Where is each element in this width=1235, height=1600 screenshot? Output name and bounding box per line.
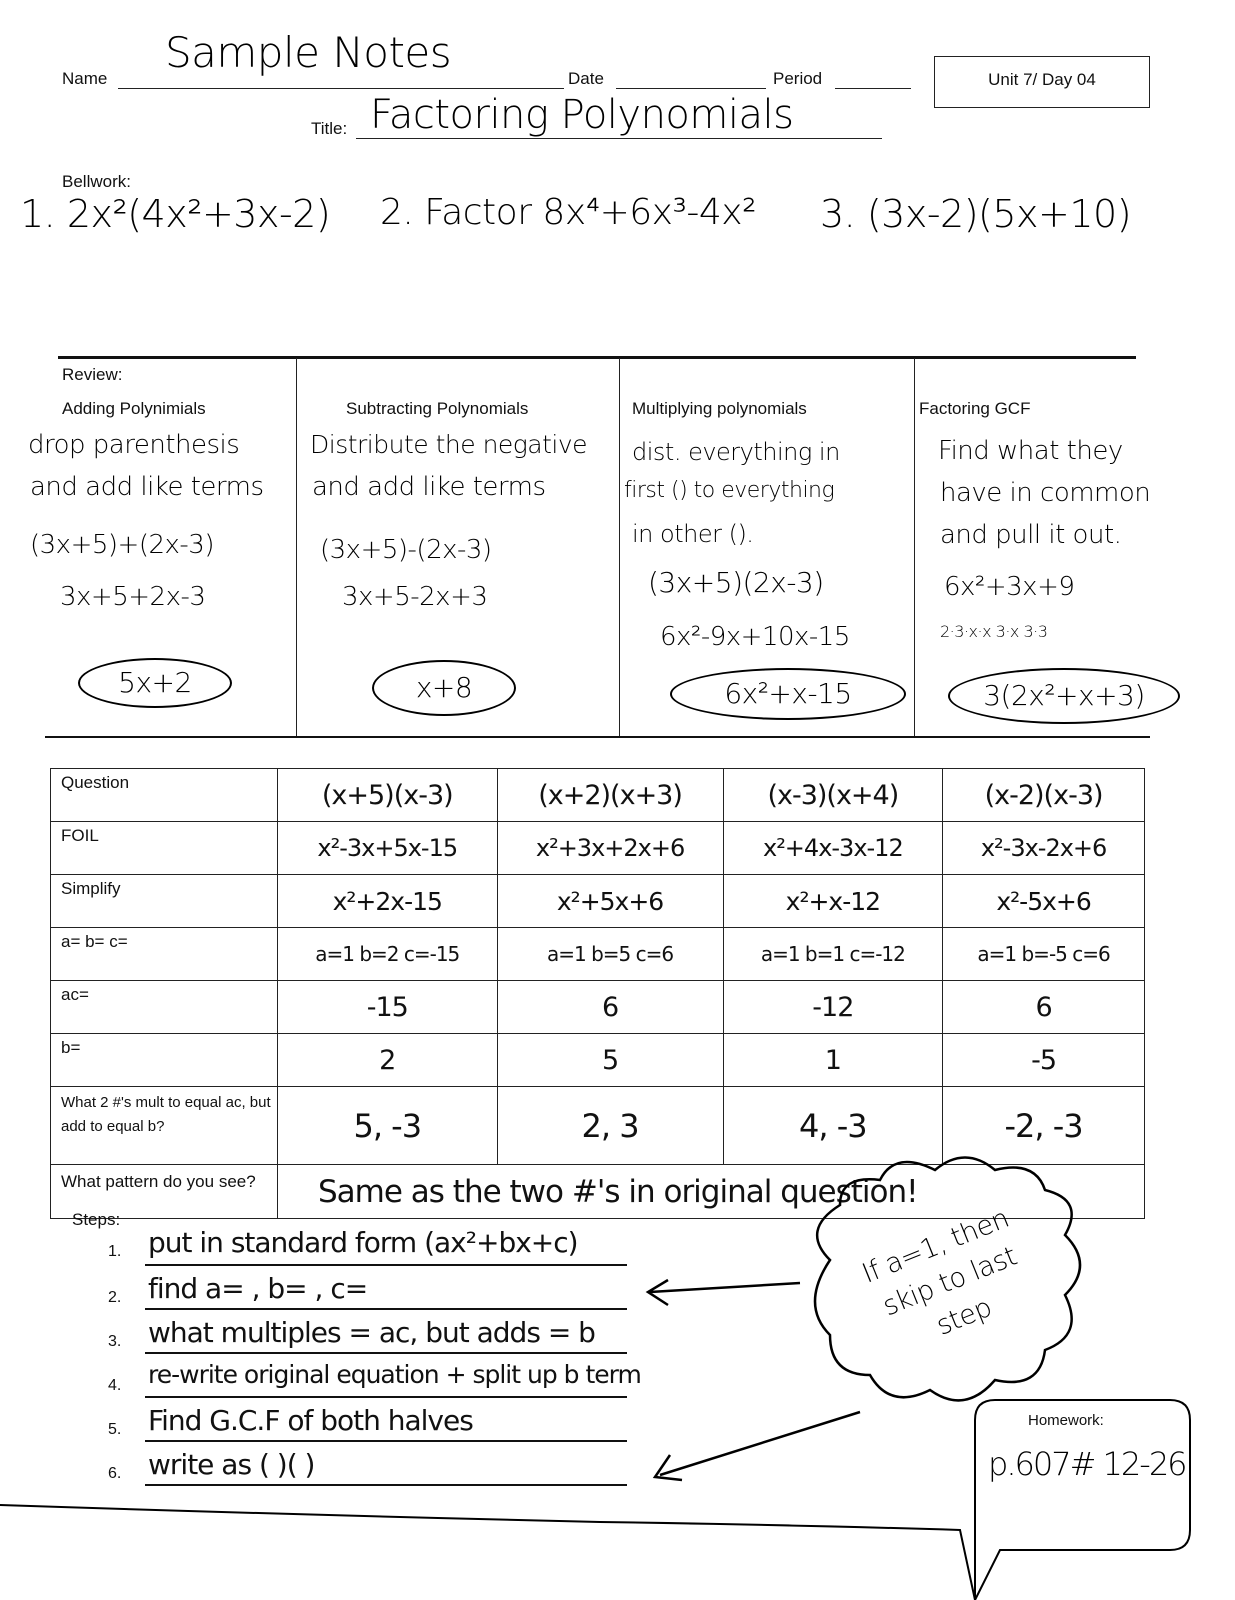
- steps-label: Steps:: [72, 1210, 121, 1229]
- cell: 2: [278, 1034, 498, 1087]
- row-label: What 2 #'s mult to equal ac, but add to equal b?: [51, 1087, 278, 1165]
- cell: -15: [278, 981, 498, 1034]
- cell: x²+2x-15: [278, 875, 498, 928]
- cell: x²-3x+5x-15: [278, 822, 498, 875]
- bellwork-item-2: 2. Factor 8x⁴+6x³-4x²: [380, 192, 757, 233]
- cell: x²+3x+2x+6: [497, 822, 723, 875]
- cell: x²+x-12: [723, 875, 943, 928]
- cell: 5: [497, 1034, 723, 1087]
- name-label: Name: [62, 69, 108, 88]
- step-number: 6.: [108, 1465, 122, 1482]
- review-rule: in other ().: [632, 520, 754, 548]
- bellwork-label: Bellwork:: [62, 172, 131, 191]
- cell: 6: [497, 981, 723, 1034]
- step-text: find a= , b= , c=: [148, 1272, 368, 1305]
- review-answer: 5x+2: [78, 658, 232, 708]
- cell: -2, -3: [943, 1087, 1145, 1165]
- review-rule: drop parenthesis: [28, 430, 240, 460]
- pattern-answer: Same as the two #'s in original question!: [278, 1165, 1145, 1219]
- homework-bubble: [975, 1400, 1190, 1600]
- review-rule: Distribute the negative: [310, 430, 588, 459]
- homework-value: p.607# 12-26: [988, 1445, 1186, 1483]
- review-rule: have in common: [940, 478, 1151, 508]
- review-rule: dist. everything in: [632, 438, 840, 466]
- cell: x²+5x+6: [497, 875, 723, 928]
- row-label: b=: [51, 1034, 278, 1087]
- bellwork-item-3: 3. (3x-2)(5x+10): [820, 192, 1132, 236]
- cell: (x-3)(x+4): [723, 769, 943, 822]
- row-label: Simplify: [51, 875, 278, 928]
- step-number: 1.: [108, 1243, 122, 1260]
- title-label: Title:: [311, 119, 348, 138]
- review-expression: (3x+5)(2x-3): [648, 566, 824, 599]
- cell: a=1 b=2 c=-15: [278, 928, 498, 981]
- cell: (x-2)(x-3): [943, 769, 1145, 822]
- review-answer: 6x²+x-15: [670, 668, 906, 720]
- review-expanded: 3x+5-2x+3: [342, 582, 488, 612]
- step-text: Find G.C.F of both halves: [148, 1404, 473, 1437]
- review-expression: (3x+5)+(2x-3): [30, 530, 214, 560]
- review-heading-adding: Adding Polynimials: [62, 399, 206, 418]
- step-number: 3.: [108, 1333, 122, 1350]
- review-label: Review:: [62, 365, 123, 384]
- step-text: what multiples = ac, but adds = b: [148, 1316, 595, 1349]
- name-value: Sample Notes: [165, 28, 452, 77]
- cell: a=1 b=5 c=6: [497, 928, 723, 981]
- review-heading-multiplying: Multiplying polynomials: [632, 399, 807, 418]
- review-rule: Find what they: [938, 436, 1123, 466]
- cell: 6: [943, 981, 1145, 1034]
- step-number: 5.: [108, 1421, 122, 1438]
- homework-label: Homework:: [1028, 1412, 1104, 1429]
- cell: 5, -3: [278, 1087, 498, 1165]
- review-expanded: 3x+5+2x-3: [60, 582, 206, 612]
- step-text: re-write original equation + split up b term: [148, 1360, 641, 1389]
- review-answer: x+8: [372, 660, 516, 716]
- cell: x²+4x-3x-12: [723, 822, 943, 875]
- review-rule: and pull it out.: [940, 520, 1122, 550]
- step-number: 2.: [108, 1289, 122, 1306]
- bellwork-item-1: 1. 2x²(4x²+3x-2): [20, 192, 331, 236]
- cell: 4, -3: [723, 1087, 943, 1165]
- review-answer: 3(2x²+x+3): [948, 668, 1180, 724]
- row-label: FOIL: [51, 822, 278, 875]
- review-heading-subtracting: Subtracting Polynomials: [346, 399, 529, 418]
- step-text: put in standard form (ax²+bx+c): [148, 1226, 578, 1259]
- review-expanded: 2·3·x·x 3·x 3·3: [940, 622, 1048, 641]
- cell: (x+2)(x+3): [497, 769, 723, 822]
- cell: a=1 b=1 c=-12: [723, 928, 943, 981]
- row-label: a= b= c=: [51, 928, 278, 981]
- row-label: ac=: [51, 981, 278, 1034]
- arrow-to-step-6: [655, 1412, 860, 1480]
- review-heading-gcf: Factoring GCF: [919, 399, 1031, 418]
- cell: (x+5)(x-3): [278, 769, 498, 822]
- arrow-to-step-2: [648, 1280, 800, 1305]
- row-label: Question: [51, 769, 278, 822]
- step-text: write as ( )( ): [148, 1448, 315, 1481]
- period-label: Period: [773, 69, 823, 88]
- title-value: Factoring Polynomials: [370, 92, 794, 138]
- cell: x²-3x-2x+6: [943, 822, 1145, 875]
- row-label: What pattern do you see?: [51, 1165, 278, 1219]
- unit-day-box: Unit 7/ Day 04: [934, 56, 1150, 108]
- review-rule: and add like terms: [312, 472, 546, 502]
- cell: a=1 b=-5 c=6: [943, 928, 1145, 981]
- review-expression: 6x²+3x+9: [944, 572, 1075, 602]
- review-expression: (3x+5)-(2x-3): [320, 535, 492, 565]
- bottom-swoosh: [0, 1505, 975, 1600]
- date-label: Date: [568, 69, 604, 88]
- cell: 2, 3: [497, 1087, 723, 1165]
- cell: -12: [723, 981, 943, 1034]
- cell: -5: [943, 1034, 1145, 1087]
- review-rule: first () to everything: [624, 478, 835, 503]
- cell: 1: [723, 1034, 943, 1087]
- cloud-note: If a=1, then skip to last step: [857, 1202, 1022, 1342]
- cell: x²-5x+6: [943, 875, 1145, 928]
- step-number: 4.: [108, 1377, 122, 1394]
- review-rule: and add like terms: [30, 472, 264, 502]
- review-expanded: 6x²-9x+10x-15: [660, 622, 850, 652]
